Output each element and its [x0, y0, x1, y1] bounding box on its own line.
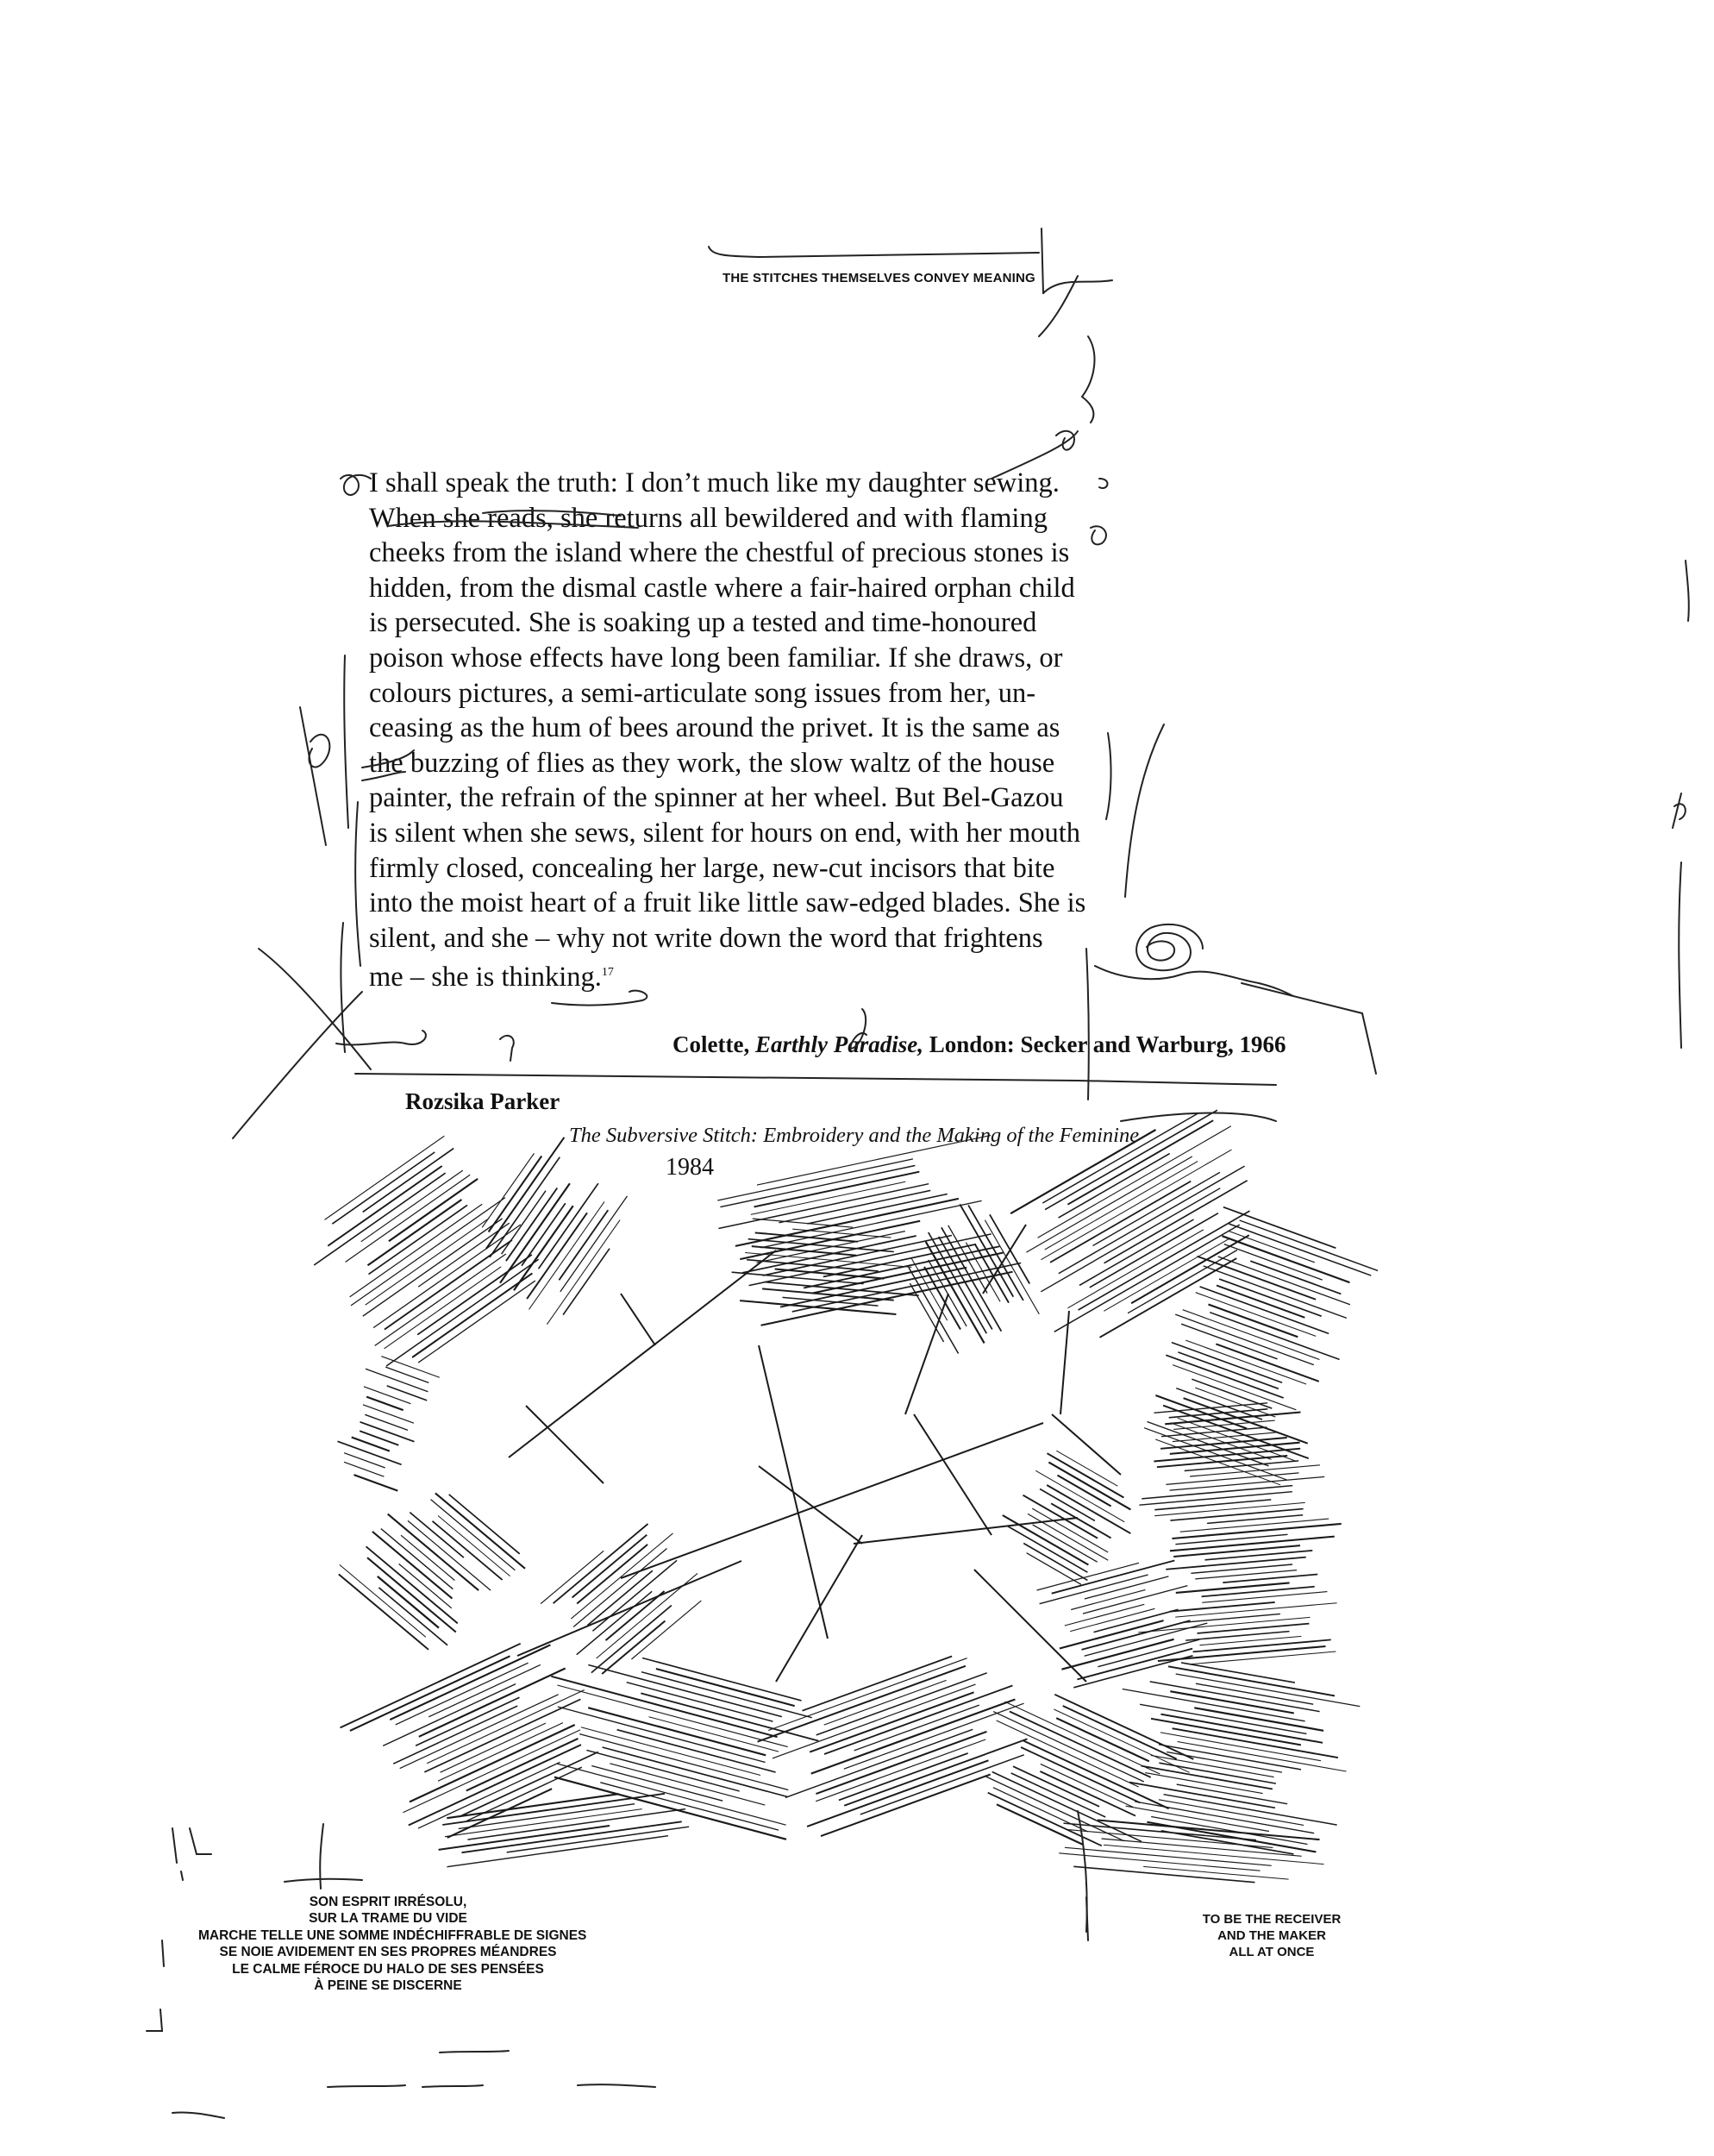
pencil-loop [1091, 526, 1106, 544]
pencil-stroke [1095, 966, 1293, 996]
pencil-stroke [1242, 983, 1376, 1074]
pencil-stroke [578, 2084, 655, 2087]
pencil-stroke [1082, 336, 1094, 423]
parker-year: 1984 [666, 1154, 714, 1181]
caption-line: ALL AT ONCE [1229, 1945, 1315, 1959]
quote-line: poison whose effects have long been familiar. If she draws, or [369, 642, 1063, 674]
quote-line: colours pictures, a semi-articulate song issues from her, un- [369, 677, 1036, 709]
french-poem [198, 1894, 587, 1994]
quote-last-line: me – she is thinking. [369, 962, 602, 993]
pencil-stroke [300, 707, 326, 845]
pencil-stroke [1121, 1113, 1276, 1121]
pencil-stroke [1042, 229, 1043, 293]
quote-line: the buzzing of flies as they work, the slow waltz of the house [369, 747, 1055, 779]
margin-line [1106, 733, 1111, 819]
pencil-stroke [162, 1940, 164, 1966]
receiver-caption [1177, 1911, 1367, 1960]
pencil-stroke [1099, 479, 1107, 488]
pencil-stroke [440, 2051, 509, 2053]
footnote-marker: 17 [601, 966, 614, 980]
margin-line [1679, 862, 1681, 1048]
pencil-stroke [362, 772, 405, 780]
citation-title: Earthly Paradise, [754, 1031, 923, 1057]
poem-line: SUR LA TRAME DU VIDE [309, 1911, 467, 1927]
underline-stroke [388, 521, 638, 528]
quote-line: into the moist heart of a fruit like little saw-edged blades. She is [369, 887, 1086, 919]
pencil-loop [309, 735, 329, 768]
caption-line: TO BE THE RECEIVER [1202, 1912, 1342, 1927]
pencil-stroke [328, 2085, 405, 2087]
pencil-stroke [1078, 1811, 1087, 1932]
quote-line: cheeks from the island where the chestful of precious stones is [369, 537, 1070, 569]
pencil-stroke [1673, 793, 1686, 828]
pencil-stroke [285, 1879, 362, 1882]
caption-line: AND THE MAKER [1217, 1928, 1326, 1943]
parker-author: Rozsika Parker [405, 1088, 560, 1114]
pencil-loop [851, 1009, 866, 1049]
margin-line [1686, 561, 1689, 621]
poem-line: SON ESPRIT IRRÉSOLU, [309, 1895, 467, 1909]
quote-line: silent, and she – why not write down the word that frightens [369, 922, 1043, 954]
pencil-spiral [1136, 924, 1203, 970]
pencil-stroke [172, 1828, 183, 1880]
margin-line [344, 655, 348, 828]
pencil-stroke [362, 750, 414, 768]
pencil-loop [341, 475, 371, 495]
pencil-stroke [147, 2009, 162, 2031]
quote-line: firmly closed, concealing her large, new-cut incisors that bite [369, 852, 1055, 884]
pencil-stroke [422, 2085, 483, 2087]
pencil-stroke [190, 1828, 211, 1854]
quote-line: is silent when she sews, silent for hours on end, with her mouth [369, 817, 1081, 849]
pencil-stroke [1039, 276, 1112, 336]
pencil-stroke [500, 1036, 514, 1061]
quote-line: I shall speak the truth: I don’t much like my daughter sewing. [369, 467, 1060, 498]
quote-line: When she reads, she returns all bewildered and with flaming [369, 502, 1048, 534]
header-caption: THE STITCHES THEMSELVES CONVEY MEANING [723, 271, 1035, 285]
poem-line: LE CALME FÉROCE DU HALO DE SES PENSÉES [232, 1961, 544, 1977]
parker-book-title: The Subversive Stitch: Embroidery and the Making of the Feminine [569, 1124, 1140, 1147]
quote-line: ceasing as the hum of bees around the privet. It is the same as [369, 712, 1060, 744]
poem-line: MARCHE TELLE UNE SOMME INDÉCHIFFRABLE DE SIGNES [198, 1927, 587, 1943]
poem-line: À PEINE SE DISCERNE [314, 1978, 462, 1994]
quote-line: painter, the refrain of the spinner at her wheel. But Bel-Gazou [369, 782, 1064, 814]
citation-author: Colette, [672, 1031, 750, 1057]
quote-line: is persecuted. She is soaking up a tested and time-honoured [369, 607, 1037, 639]
divider-rule [355, 1074, 1276, 1085]
pencil-stroke [552, 991, 647, 1006]
citation-publisher: London: Secker and Warburg, 1966 [929, 1031, 1286, 1057]
poem-line: SE NOIE AVIDEMENT EN SES PROPRES MÉANDRES [219, 1945, 557, 1960]
header-rule [709, 247, 1039, 257]
margin-line [1125, 724, 1164, 897]
underline-stroke [483, 511, 621, 516]
pencil-stroke [172, 2112, 224, 2118]
pencil-x [259, 949, 371, 1069]
margin-line [1086, 949, 1089, 1100]
margin-line [355, 802, 360, 966]
quote-line: hidden, from the dismal castle where a fair-haired orphan child [369, 572, 1075, 604]
